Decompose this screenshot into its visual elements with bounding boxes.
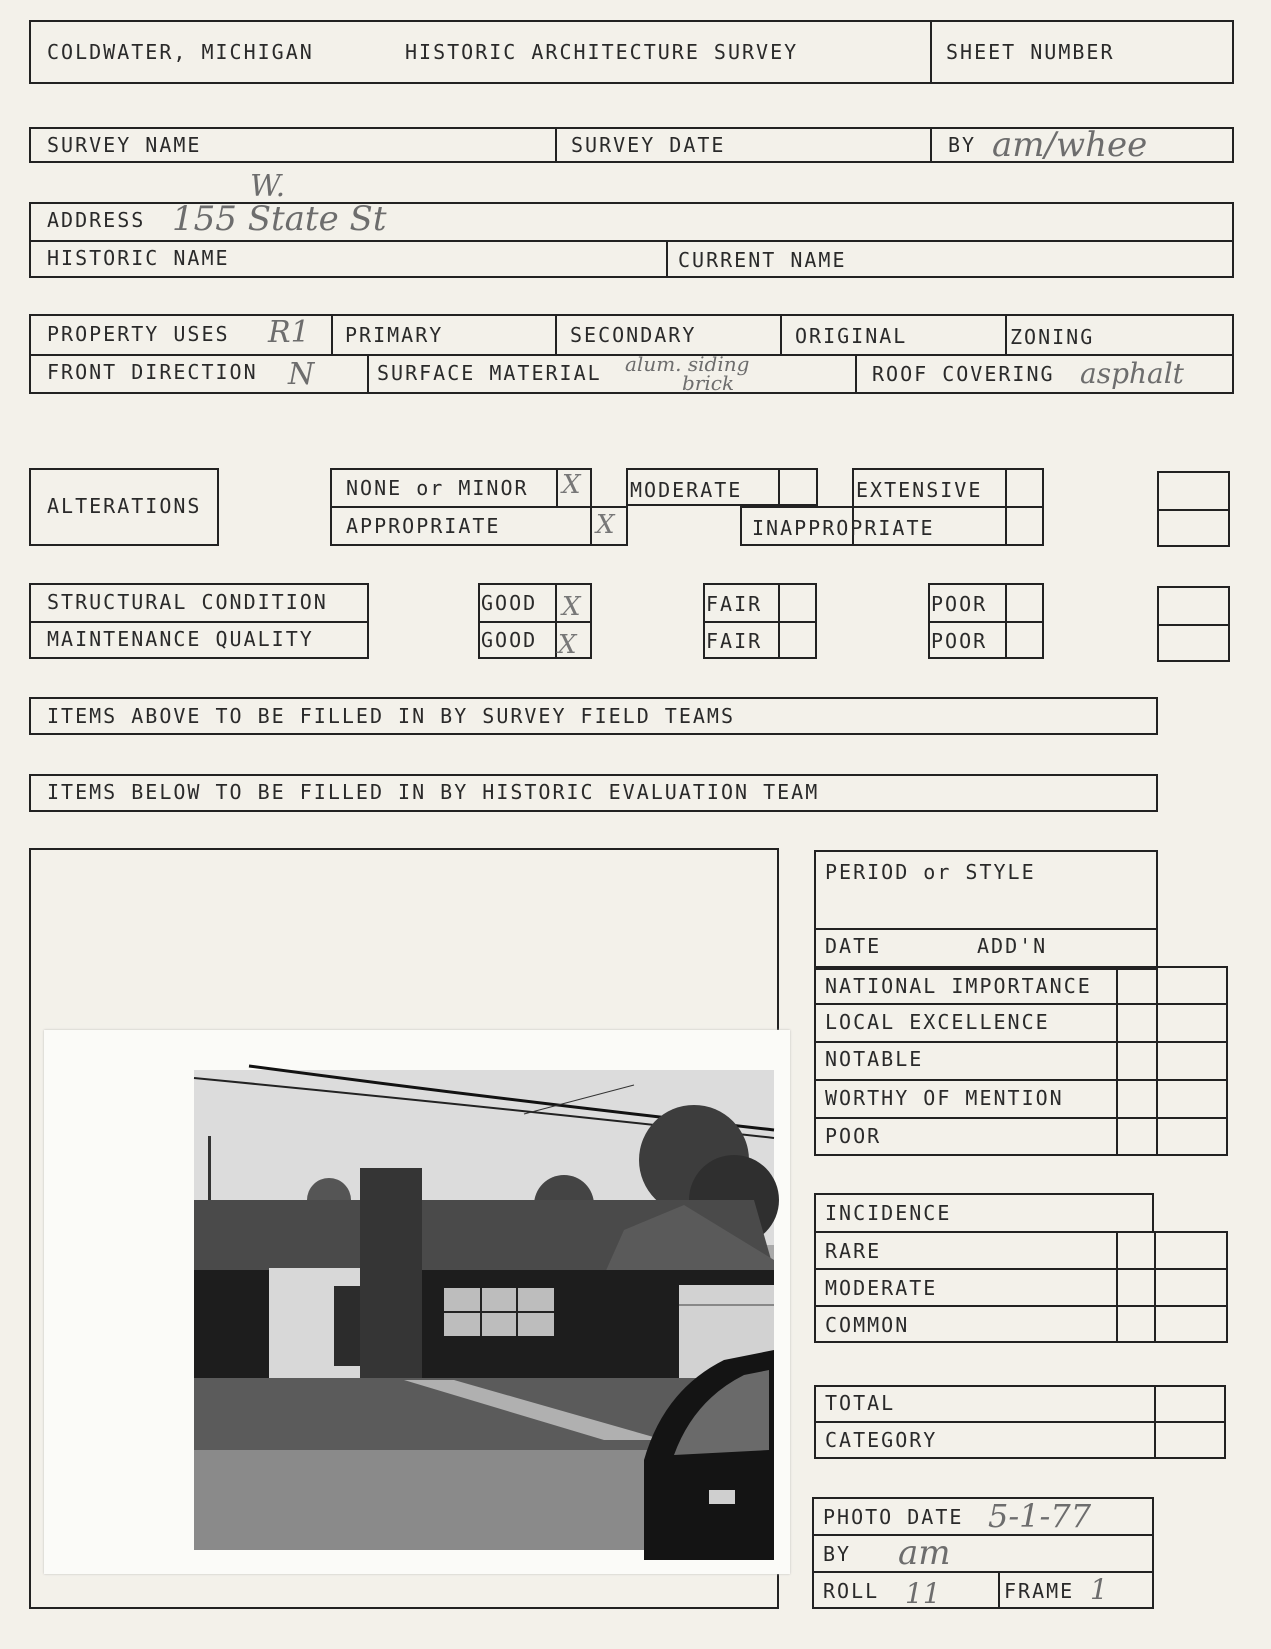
original-label: ORIGINAL <box>795 324 908 348</box>
incidence-label: INCIDENCE <box>825 1201 952 1225</box>
survey-date-label: SURVEY DATE <box>571 133 726 157</box>
maintenance-quality-label: MAINTENANCE QUALITY <box>47 627 314 651</box>
structural-good-label: GOOD <box>481 591 538 615</box>
appropriate-mark: X <box>596 510 615 540</box>
appropriate-label: APPROPRIATE <box>346 514 501 538</box>
structural-fair-label: FAIR <box>706 592 763 616</box>
roll-value: 11 <box>905 1577 941 1610</box>
worthy-label: WORTHY OF MENTION <box>825 1086 1064 1110</box>
addn-label: ADD'N <box>977 934 1048 958</box>
current-name-label: CURRENT NAME <box>678 248 847 272</box>
survey-name-label: SURVEY NAME <box>47 133 202 157</box>
inappropriate-label: INAPPROPRIATE <box>752 516 935 540</box>
notable-label: NOTABLE <box>825 1047 924 1071</box>
maintenance-good-label: GOOD <box>481 628 538 652</box>
common-label: COMMON <box>825 1313 910 1337</box>
surface-material-value-1: alum. siding <box>625 352 750 376</box>
house-photograph <box>44 1030 790 1574</box>
roll-label: ROLL <box>823 1579 880 1603</box>
total-label: TOTAL <box>825 1391 896 1415</box>
structural-good-mark: X <box>562 592 581 622</box>
address-insert: W. <box>250 169 286 204</box>
front-direction-label: FRONT DIRECTION <box>47 360 258 384</box>
structural-condition-label: STRUCTURAL CONDITION <box>47 590 328 614</box>
national-importance-label: NATIONAL IMPORTANCE <box>825 974 1092 998</box>
extensive-label: EXTENSIVE <box>856 478 983 502</box>
maintenance-fair-label: FAIR <box>706 629 763 653</box>
field-team-note: ITEMS ABOVE TO BE FILLED IN BY SURVEY FIELD TEAMS <box>47 704 736 728</box>
survey-by-value: am/whee <box>992 125 1148 165</box>
roof-covering-value: asphalt <box>1080 357 1184 390</box>
survey-by-label: BY <box>948 133 977 157</box>
sheet-number-label: SHEET NUMBER <box>946 40 1115 64</box>
local-excellence-label: LOCAL EXCELLENCE <box>825 1010 1050 1034</box>
period-style-label: PERIOD or STYLE <box>825 860 1036 884</box>
frame-label: FRAME <box>1004 1579 1075 1603</box>
structural-poor-label: POOR <box>931 592 988 616</box>
incidence-moderate-label: MODERATE <box>825 1276 938 1300</box>
frame-value: 1 <box>1090 1573 1108 1606</box>
surface-material-value-2: brick <box>682 371 735 395</box>
address-value: 155 State St <box>172 199 387 239</box>
property-uses-value: R1 <box>268 315 310 350</box>
maintenance-good-mark: X <box>558 630 577 660</box>
category-label: CATEGORY <box>825 1428 938 1452</box>
none-minor-label: NONE or MINOR <box>346 476 529 500</box>
moderate-label: MODERATE <box>630 478 743 502</box>
form-title: HISTORIC ARCHITECTURE SURVEY <box>405 40 799 64</box>
address-label: ADDRESS <box>47 208 146 232</box>
evaluation-team-note: ITEMS BELOW TO BE FILLED IN BY HISTORIC EVALUATION TEAM <box>47 780 820 804</box>
secondary-label: SECONDARY <box>570 323 697 347</box>
historic-name-label: HISTORIC NAME <box>47 246 230 270</box>
front-direction-value: N <box>288 357 315 392</box>
date-label: DATE <box>825 934 882 958</box>
property-uses-label: PROPERTY USES <box>47 322 230 346</box>
maintenance-poor-label: POOR <box>931 629 988 653</box>
photo-by-value: am <box>898 1533 951 1573</box>
photo-by-label: BY <box>823 1542 852 1566</box>
photo-date-label: PHOTO DATE <box>823 1505 964 1529</box>
rare-label: RARE <box>825 1239 882 1263</box>
none-minor-mark: X <box>562 470 581 500</box>
primary-label: PRIMARY <box>345 323 444 347</box>
surface-material-label: SURFACE MATERIAL <box>377 361 602 385</box>
eval-poor-label: POOR <box>825 1124 882 1148</box>
house-photo-image <box>44 1030 790 1574</box>
city-label: COLDWATER, MICHIGAN <box>47 40 314 64</box>
alterations-label: ALTERATIONS <box>47 494 202 518</box>
roof-covering-label: ROOF COVERING <box>872 362 1055 386</box>
photo-date-value: 5-1-77 <box>988 1497 1092 1535</box>
zoning-label: ZONING <box>1010 325 1095 349</box>
